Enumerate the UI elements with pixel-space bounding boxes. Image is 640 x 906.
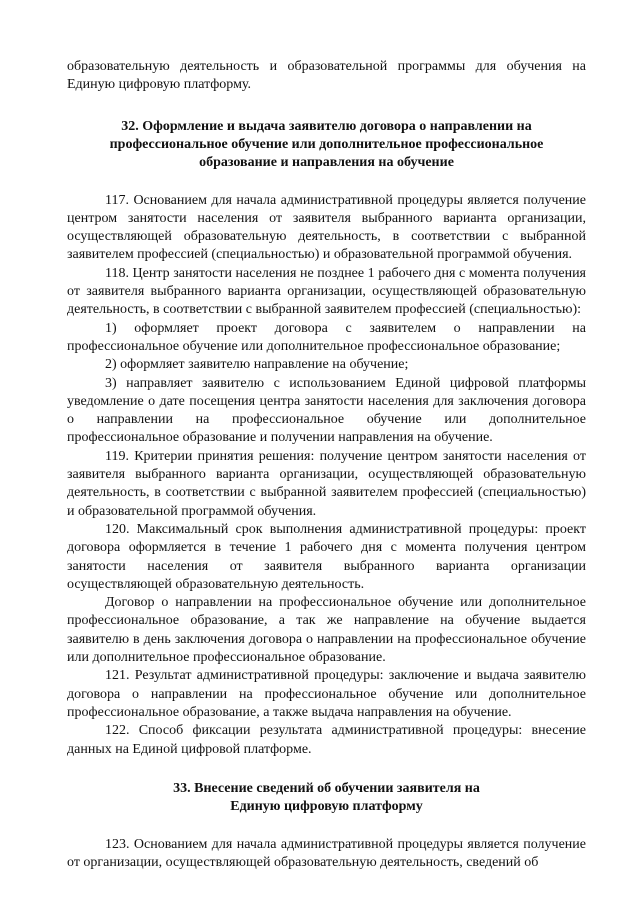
section-32-heading bbox=[67, 118, 586, 172]
section-32-heading-line: 32. Оформление и выдача заявителю договора о направлении на bbox=[121, 118, 532, 134]
section-33-heading-line: Единую цифровую платформу bbox=[230, 798, 423, 814]
paragraph-122: 122. Способ фиксации результата административной процедуры: внесение данных на Единой цифровой платформе. bbox=[67, 723, 586, 757]
section-32-heading-line: образование и направления на обучение bbox=[199, 154, 454, 170]
paragraph-contract: Договор о направлении на профессиональное обучение или дополнительное профессиональное образование, а так же направление на обучение выдается заявителю в день заключения договора о направлении на профессиональное обучение или дополнительное профессиональное образование. bbox=[67, 595, 586, 666]
paragraph-123: 123. Основанием для начала административной процедуры является получение от организации, осуществляющей образовательную деятельность, сведений об bbox=[67, 836, 586, 871]
paragraph-118: 118. Центр занятости населения не позднее 1 рабочего дня с момента получения от заявителя выбранного варианта организации, осуществляющей образовательную деятельность, в соответствии с выбранной заявителем профессией (специальностью): bbox=[67, 265, 586, 318]
section-33-heading-line: 33. Внесение сведений об обучении заявителя на bbox=[173, 780, 480, 796]
paragraph-121: 121. Результат административной процедуры: заключение и выдача заявителю договора о направлении на профессиональное обучение или дополнительное профессиональное образование, а также выдача направления на обучение. bbox=[67, 668, 586, 720]
list-item-3: 3) направляет заявителю с использованием Единой цифровой платформы уведомление о дате посещения центра занятости населения для заключения договора о направлении на профессиональное обучение или дополнительное профессиональное образование и получении направления на обучение. bbox=[67, 375, 586, 446]
intro-paragraph: образовательную деятельность и образовательной программы для обучения на Единую цифровую платформу. bbox=[67, 59, 586, 93]
list-item-1: 1) оформляет проект договора с заявителем о направлении на профессиональное обучение или дополнительное профессиональное образование; bbox=[67, 320, 586, 354]
section-33-heading bbox=[67, 780, 586, 816]
paragraph-117: 117. Основанием для начала административной процедуры является получение центром занятости населения от заявителя выбранного варианта организации, осуществляющей образовательную деятельность, в соответствии с выбранной заявителем профессией (специальностью) и образовательной программой обучения. bbox=[67, 192, 586, 263]
section-32-heading-line: профессиональное обучение или дополнительное профессиональное bbox=[109, 136, 544, 152]
paragraph-119: 119. Критерии принятия решения: получение центром занятости населения от заявителя выбранного варианта организации, осуществляющей образовательную деятельность, в соответствии с выбранной заявителем профессией (специальностью) и образовательной программой обучения. bbox=[67, 448, 586, 519]
list-item-2: 2) оформляет заявителю направление на обучение; bbox=[105, 357, 409, 373]
paragraph-120: 120. Максимальный срок выполнения административной процедуры: проект договора оформляется в течение 1 рабочего дня с момента получения центром занятости населения от заявителя выбранного варианта организации осуществляющей образовательную деятельность. bbox=[67, 521, 586, 592]
document-body bbox=[67, 58, 586, 872]
